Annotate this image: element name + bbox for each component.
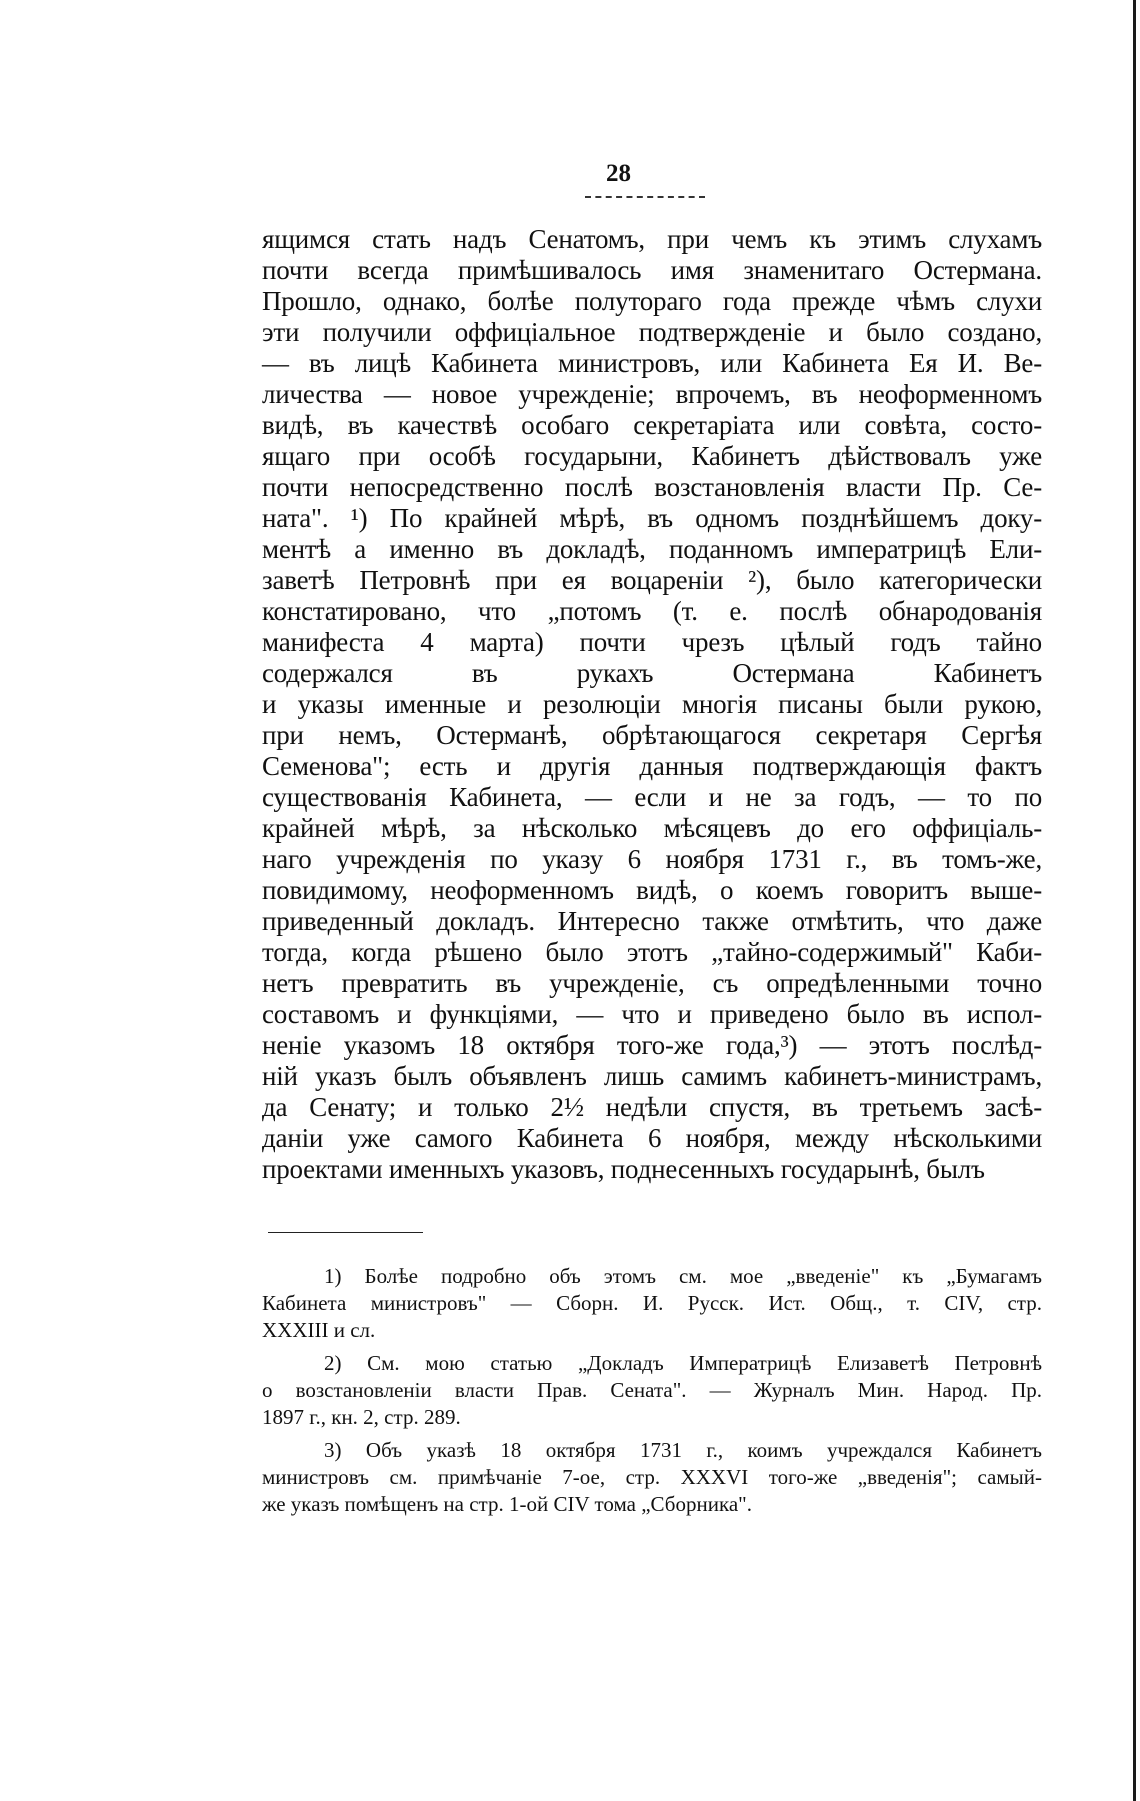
body-line: наго учрежденія по указу 6 ноября 1731 г., въ томъ-же, <box>262 844 1042 874</box>
body-line: почти непосредственно послѣ возстановленія власти Пр. Се- <box>262 472 1042 502</box>
body-text <box>262 224 1042 1185</box>
footnote-line: 1) Болѣе подробно объ этомъ см. мое „введеніе" къ „Бумагамъ <box>324 1264 1042 1288</box>
body-line: ната". ¹) По крайней мѣрѣ, въ одномъ позднѣйшемъ доку- <box>262 503 1042 533</box>
body-line: неніе указомъ 18 октября того-же года,³) — этотъ послѣд- <box>262 1030 1042 1060</box>
footnote-line: XXXIII и сл. <box>262 1318 376 1342</box>
page-edge-line <box>1133 0 1136 1801</box>
body-line: Семенова"; есть и другія данныя подтверждающія фактъ <box>262 751 1042 781</box>
body-line: существованія Кабинета, — если и не за годъ, — то по <box>262 782 1042 812</box>
body-line: Прошло, однако, болѣе полутораго года прежде чѣмъ слухи <box>262 286 1042 316</box>
body-line: содержался въ рукахъ Остермана Кабинетъ <box>262 658 1042 688</box>
body-line: почти всегда примѣшивалось имя знаменитаго Остермана. <box>262 255 1042 285</box>
body-line: составомъ и функціями, — что и приведено было въ испол- <box>262 999 1042 1029</box>
body-line: личества — новое учрежденіе; впрочемъ, въ неоформенномъ <box>262 379 1042 409</box>
body-line: да Сенату; и только 2½ недѣли спустя, въ третьемъ засѣ- <box>262 1092 1042 1122</box>
body-line: даніи уже самого Кабинета 6 ноября, между нѣсколькими <box>262 1123 1042 1153</box>
body-line: повидимому, неоформенномъ видѣ, о коемъ говоритъ выше- <box>262 875 1042 905</box>
footnote-1 <box>262 1263 1042 1344</box>
footnote-line: 2) См. мою статью „Докладъ Императрицѣ Елизаветѣ Петровнѣ <box>324 1351 1042 1375</box>
footnote-2 <box>262 1350 1042 1431</box>
page-number-rule <box>585 196 705 198</box>
body-line: видѣ, въ качествѣ особаго секретаріата или совѣта, состо- <box>262 410 1042 440</box>
footnote-line: же указъ помѣщенъ на стр. 1-ой CIV тома „Сборника". <box>262 1492 752 1516</box>
footnote-line: министровъ см. примѣчаніе 7-ое, стр. XXXVI того-же „введенія"; самый- <box>262 1465 1042 1489</box>
footnote-line: Кабинета министровъ" — Сборн. И. Русск. Ист. Общ., т. CIV, стр. <box>262 1291 1042 1315</box>
page-number: 28 <box>606 160 631 187</box>
body-line: крайней мѣрѣ, за нѣсколько мѣсяцевъ до его оффиціаль- <box>262 813 1042 843</box>
body-line: ящаго при особѣ государыни, Кабинетъ дѣйствовалъ уже <box>262 441 1042 471</box>
body-line: тогда, когда рѣшено было этотъ „тайно-содержимый" Каби- <box>262 937 1042 967</box>
body-line: эти получили оффиціальное подтвержденіе и было создано, <box>262 317 1042 347</box>
body-line: — въ лицѣ Кабинета министровъ, или Кабинета Ея И. Ве- <box>262 348 1042 378</box>
footnote-line: 3) Объ указѣ 18 октября 1731 г., коимъ учреждался Кабинетъ <box>324 1438 1042 1462</box>
body-line: при немъ, Остерманѣ, обрѣтающагося секретаря Сергѣя <box>262 720 1042 750</box>
body-line: констатировано, что „потомъ (т. е. послѣ обнародованія <box>262 596 1042 626</box>
footnotes <box>262 1263 1042 1524</box>
body-line: нетъ превратить въ учрежденіе, съ опредѣленными точно <box>262 968 1042 998</box>
body-line: ментѣ а именно въ докладѣ, поданномъ императрицѣ Ели- <box>262 534 1042 564</box>
body-line: заветѣ Петровнѣ при ея воцареніи ²), было категорически <box>262 565 1042 595</box>
footnote-line: 1897 г., кн. 2, стр. 289. <box>262 1405 461 1429</box>
footnote-line: о возстановленіи власти Прав. Сената". — Журналъ Мин. Народ. Пр. <box>262 1378 1042 1402</box>
body-line: и указы именные и резолюціи многія писаны были рукою, <box>262 689 1042 719</box>
footnote-separator <box>268 1232 423 1233</box>
footnote-3 <box>262 1437 1042 1518</box>
body-line: проектами именныхъ указовъ, поднесенныхъ государынѣ, былъ <box>262 1154 985 1184</box>
body-line: ній указъ былъ объявленъ лишь самимъ кабинетъ-министрамъ, <box>262 1061 1042 1091</box>
body-line: манифеста 4 марта) почти чрезъ цѣлый годъ тайно <box>262 627 1042 657</box>
body-line: приведенный докладъ. Интересно также отмѣтить, что даже <box>262 906 1042 936</box>
body-line: ящимся стать надъ Сенатомъ, при чемъ къ этимъ слухамъ <box>262 224 1042 254</box>
